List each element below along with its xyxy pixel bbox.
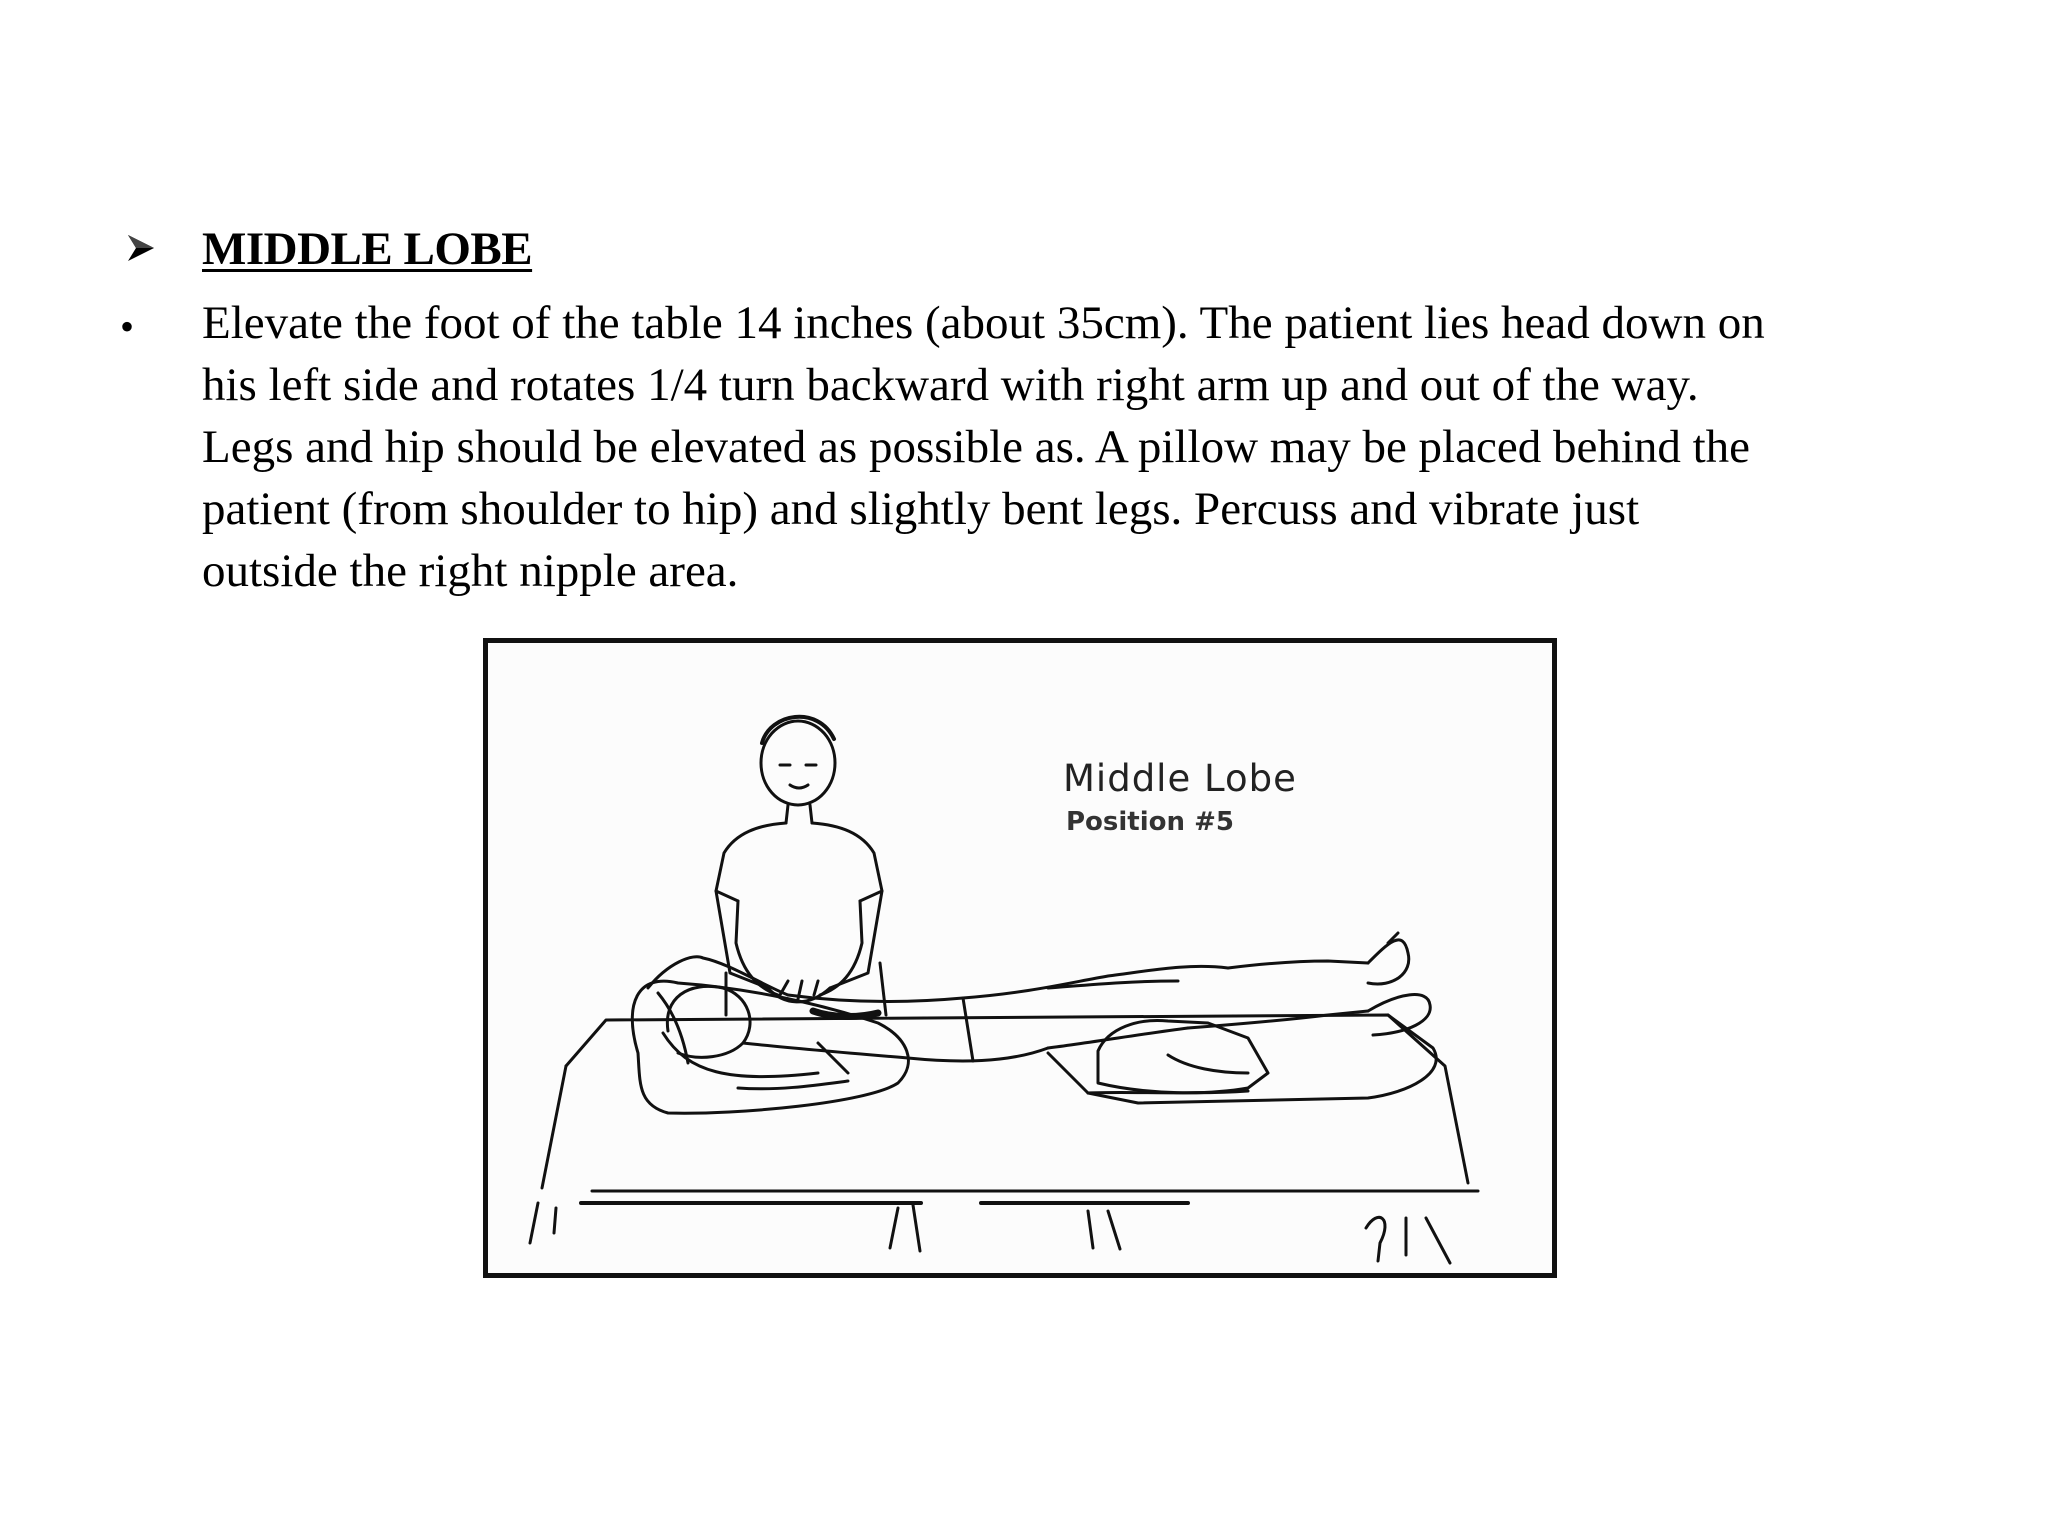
postural-drainage-illustration: [483, 638, 1557, 1278]
figure-title: Middle Lobe: [1063, 757, 1297, 800]
section-heading: MIDDLE LOBE: [202, 223, 533, 275]
body-paragraph: [202, 292, 1942, 602]
body-line: Legs and hip should be elevated as possible as. A pillow may be placed behind the: [202, 421, 1751, 473]
body-line: his left side and rotates 1/4 turn backward with right arm up and out of the way.: [202, 359, 1699, 411]
bullet-dot-icon: •: [120, 304, 135, 349]
body-line: patient (from shoulder to hip) and slightly bent legs. Percuss and vibrate just: [202, 483, 1640, 535]
therapist-head: [761, 721, 835, 805]
pillow-knees: [1098, 1020, 1268, 1092]
line-drawing: [488, 643, 1552, 1273]
figure-subtitle: Position #5: [1066, 807, 1234, 837]
arrow-bullet-icon: [126, 233, 156, 263]
section-heading-row: [126, 218, 533, 278]
body-line: Elevate the foot of the table 14 inches (about 35cm). The patient lies head down on: [202, 297, 1765, 349]
body-line: outside the right nipple area.: [202, 545, 739, 597]
